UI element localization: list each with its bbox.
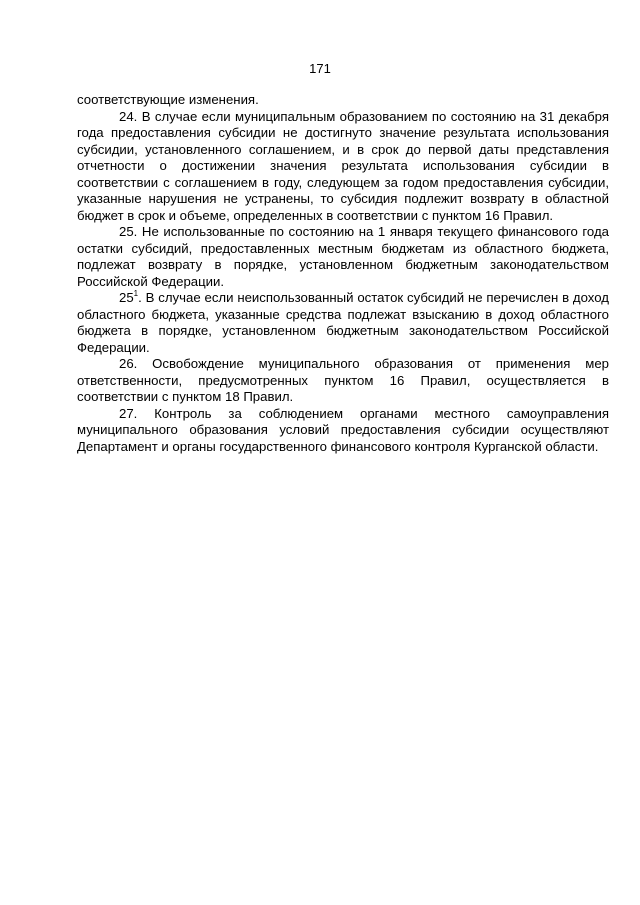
paragraph-25-1-text: . В случае если неиспользованный остаток субсидий не перечислен в доход областного бюджета, указанные средства подлежат взысканию в доход областного бюджета в порядке, установленном бюджетным законодательством Российской Федерации. [77,290,609,355]
paragraph-26: 26. Освобождение муниципального образования от применения мер ответственности, предусмотренных пунктом 16 Правил, осуществляется в соответствии с пунктом 18 Правил. [77,356,609,404]
paragraph-continuation: соответствующие изменения. [77,92,259,107]
paragraph-24: 24. В случае если муниципальным образованием по состоянию на 31 декабря года предоставления субсидии не достигнуто значение результата использования субсидии, установленного соглашением, и в срок до первой даты представления отчетности о достижении значения результата использования субсидии в соответствии с соглашением в году, следующем за годом предоставления субсидии, указанные нарушения не устранены, то субсидия подлежит возврату в областной бюджет в срок и объеме, определенных в соответствии с пунктом 16 Правил. [77,108,609,223]
paragraph-25-1 [77,290,609,356]
page-number: 171 [309,61,331,76]
paragraph-25: 25. Не использованные по состоянию на 1 января текущего финансового года остатки субсидий, предоставленных местным бюджетам из областного бюджета, подлежат возврату в порядке, установленном бюджетным законодательством Российской Федерации. [77,224,609,289]
paragraph-25-1-superscript: 1 [133,289,139,298]
paragraph-27: 27. Контроль за соблюдением органами местного самоуправления муниципального образования условий предоставления субсидии осуществляют Департамент и органы государственного финансового контроля Курганской области. [77,405,609,454]
document-body [77,92,609,455]
paragraph-25-1-number: 25 [119,290,134,305]
